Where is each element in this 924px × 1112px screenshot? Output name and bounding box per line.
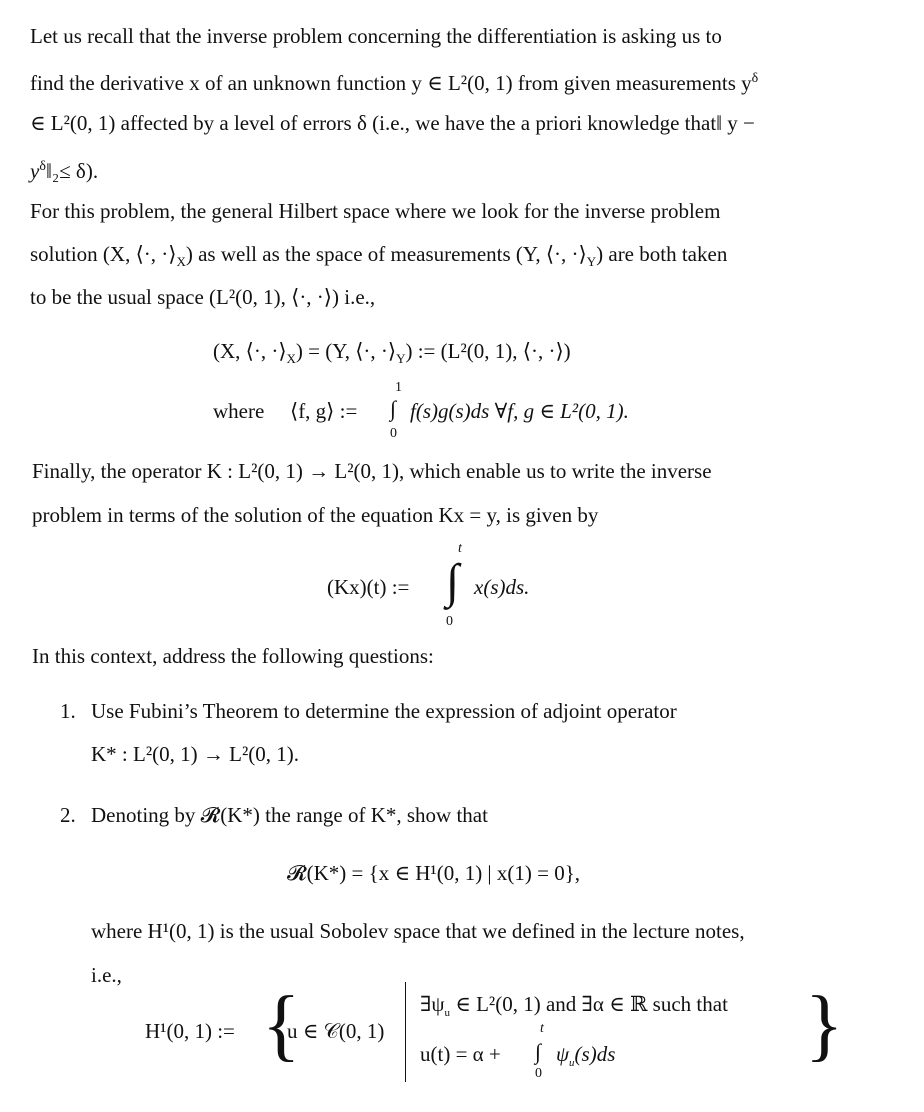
inner-product-rhs: f(s)g(s)ds ∀f, g ∈ L²(0, 1). — [410, 399, 629, 423]
question-2-ie: i.e., — [91, 963, 122, 987]
sobolev-lhs: H¹(0, 1) := — [145, 1019, 235, 1043]
text-line-5: For this problem, the general Hilbert space where we look for the inverse problem — [30, 199, 721, 223]
text-line-6: solution (X, ⟨·, $\cdot⟩_X$) as well as the space of measurements (Y, ⟨·, $\cdot⟩_Y$) are both taken — [30, 242, 728, 270]
set-divider — [405, 982, 406, 1082]
text-line-7: to be the usual space (L²(0, 1), ⟨·, ·⟩) i.e., — [30, 285, 376, 309]
question-1-number: 1. — [60, 699, 76, 723]
text-line-4: $y^\delta‖_2\le \delta$). — [30, 159, 99, 183]
operator-rhs: x(s)ds. — [474, 575, 530, 599]
operator-lhs: (Kx)(t) := — [327, 575, 410, 599]
integral-lower-limit: 0 — [390, 426, 397, 441]
text-line-1: Let us recall that the inverse problem concerning the differentiation is asking us to — [30, 24, 722, 48]
sobolev-integral-sign: ∫ — [535, 1039, 542, 1064]
text-line-8: Finally, the operator K : L²(0, 1) → L²(0, 1), which enable us to write the inverse — [32, 459, 712, 483]
integral-sign: ∫ — [390, 396, 397, 421]
sobolev-integrand: $\psi_u(s)ds$ — [556, 1042, 616, 1070]
text-line-3: ∈ L²(0, 1) affected by a level of errors δ (i.e., we have the a priori knowledge that‖ y − — [30, 111, 755, 135]
integral-upper-limit: 1 — [395, 380, 402, 395]
left-brace: { — [262, 981, 301, 1069]
equation-spaces: (X, ⟨·, $\cdot⟩_X) = (Y$, ⟨·, $\cdot⟩_Y$) := (L²(0, 1), ⟨·, ·⟩) — [213, 339, 571, 367]
text-line-2: find the derivative x of an unknown function y ∈ L²(0, 1) from given measurements $y^\delta$ — [30, 71, 759, 95]
question-1-text: Use Fubini’s Theorem to determine the expression of adjoint operator — [91, 699, 677, 723]
question-1-operator: K* : L²(0, 1) → L²(0, 1). — [91, 742, 299, 766]
sobolev-condition-2: u(t) = α + — [420, 1042, 501, 1066]
sobolev-integral-upper: t — [540, 1021, 544, 1036]
operator-integral-lower: 0 — [446, 614, 453, 629]
operator-integral-upper: t — [458, 541, 462, 556]
inner-product-lhs: ⟨f, g⟩ := — [290, 399, 358, 423]
right-brace: } — [805, 981, 844, 1069]
range-equation: 𝓡(K*) = {x ∈ H¹(0, 1) | x(1) = 0}, — [287, 861, 581, 885]
question-2-text: Denoting by 𝓡(K*) the range of K*, show that — [91, 803, 488, 827]
question-2-number: 2. — [60, 803, 76, 827]
where-label: where — [213, 399, 265, 423]
text-line-10: In this context, address the following questions: — [32, 644, 434, 668]
question-2-sobolev-text: where H¹(0, 1) is the usual Sobolev space that we defined in the lecture notes, — [91, 919, 745, 943]
sobolev-integral-lower: 0 — [535, 1066, 542, 1081]
sobolev-set: u ∈ 𝒞(0, 1) — [287, 1019, 385, 1043]
sobolev-condition-1: $\exists\psi_u$ ∈ L²(0, 1) and ∃α ∈ ℝ such that — [420, 992, 728, 1020]
text-line-9: problem in terms of the solution of the equation Kx = y, is given by — [32, 503, 599, 527]
operator-integral-sign: ∫ — [446, 555, 460, 608]
